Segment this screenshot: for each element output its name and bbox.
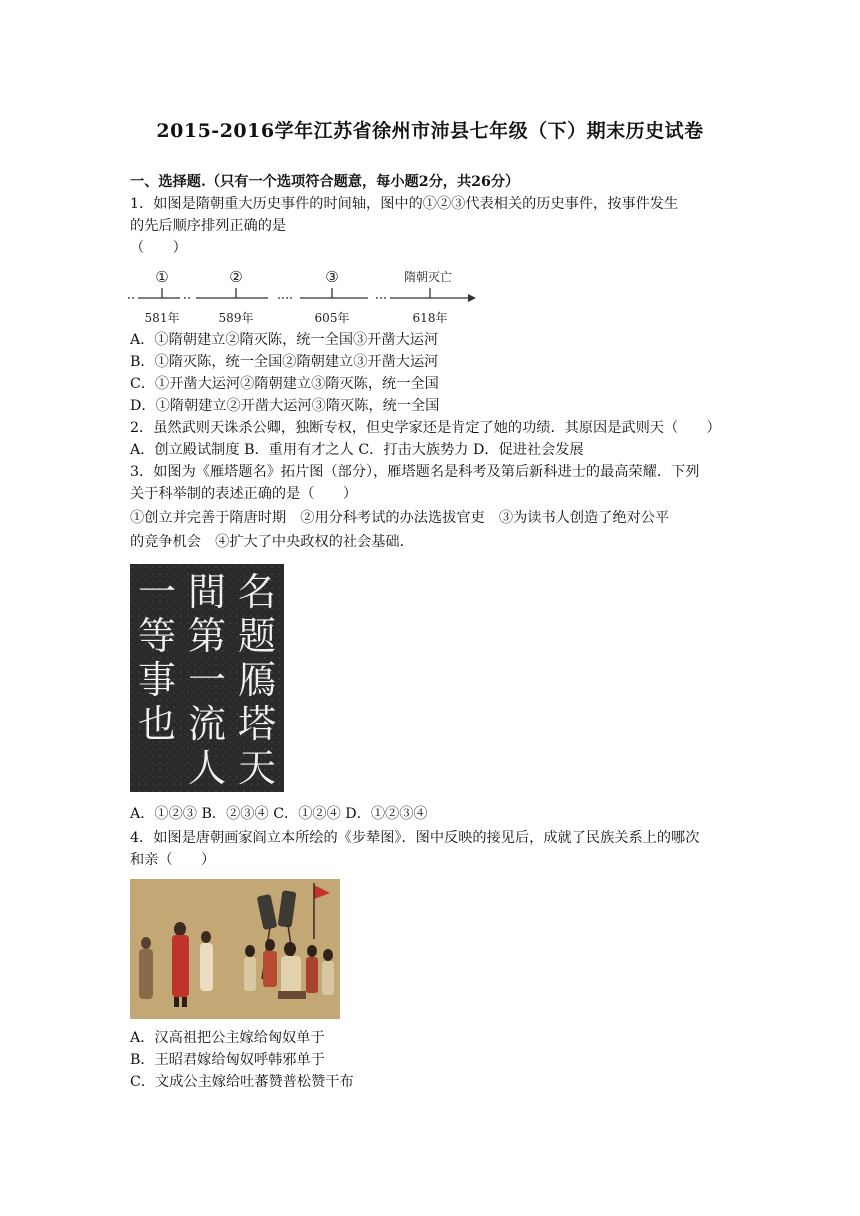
q4-stem-line1: 4．如图是唐朝画家阎立本所绘的《步辇图》．图中反映的接见后，成就了民族关系上的哪次 [130, 830, 700, 846]
timeline-year-3: 605年 [314, 311, 350, 325]
q4-option-b: B．王昭君嫁给匈奴呼韩邪单于 [130, 1052, 325, 1068]
timeline-mark-2: ② [229, 268, 243, 286]
q1-stem-line1: 1．如图是隋朝重大历史事件的时间轴，图中的①②③代表相关的历史事件，按事件发生 [130, 196, 679, 212]
section-heading: 一、选择题.（只有一个选项符合题意，每小题2分，共26分） [130, 174, 520, 190]
yanta-rubbing-image [130, 564, 284, 792]
timeline-mark-1: ① [155, 268, 169, 286]
q3-stem-line2: 关于科举制的表述正确的是（ ） [130, 486, 358, 502]
q1-option-d: D．①隋朝建立②开凿大运河③隋灭陈，统一全国 [130, 398, 440, 414]
q1-answer-paren: （ ） [130, 240, 187, 256]
sui-timeline-figure [128, 266, 478, 330]
timeline-year-1: 581年 [144, 311, 180, 325]
rubbing-column-1: 名 题 鴈 塔 天 [237, 570, 276, 790]
axis-arrow [468, 294, 476, 302]
q3-stem-line3: ①创立并完善于隋唐时期 ②用分科考试的办法选拔官吏 ③为读书人创造了绝对公平 [130, 510, 670, 526]
rubbing-column-2: 間 第 一 流 人 [187, 570, 226, 790]
q1-option-a: A．①隋朝建立②隋灭陈，统一全国③开凿大运河 [130, 332, 439, 348]
q4-option-a: A．汉高祖把公主嫁给匈奴单于 [130, 1030, 325, 1046]
q1-option-c: C．①开凿大运河②隋朝建立③隋灭陈，统一全国 [130, 376, 439, 392]
q4-stem-line2: 和亲（ ） [130, 852, 216, 868]
q1-stem-line2: 的先后顺序排列正确的是 [130, 218, 287, 234]
q2-options: A．创立殿试制度 B．重用有才之人 C．打击大族势力 D．促进社会发展 [130, 442, 584, 458]
q1-option-b: B．①隋灭陈，统一全国②隋朝建立③开凿大运河 [130, 354, 439, 370]
q2-stem: 2．虽然武则天诛杀公卿，独断专权，但史学家还是肯定了她的功绩．其原因是武则天（ ） [130, 420, 721, 436]
bunian-painting-image [130, 879, 340, 1019]
timeline-mark-3: ③ [325, 268, 339, 286]
q3-options: A．①②③ B．②③④ C．①②④ D．①②③④ [130, 806, 428, 822]
timeline-mark-4: 隋朝灭亡 [403, 270, 453, 284]
q3-stem-line4: 的竞争机会 ④扩大了中央政权的社会基础． [130, 534, 414, 550]
q4-option-c: C．文成公主嫁给吐蕃赞普松赞干布 [130, 1074, 354, 1090]
timeline-year-2: 589年 [218, 311, 254, 325]
q3-stem-line1: 3．如图为《雁塔题名》拓片图（部分），雁塔题名是科考及第后新科进士的最高荣耀．下列 [130, 464, 700, 480]
page-title: 2015-2016学年江苏省徐州市沛县七年级（下）期末历史试卷 [156, 120, 704, 142]
timeline-year-4: 618年 [412, 311, 448, 325]
rubbing-column-3: 一 等 事 也 [137, 570, 176, 746]
